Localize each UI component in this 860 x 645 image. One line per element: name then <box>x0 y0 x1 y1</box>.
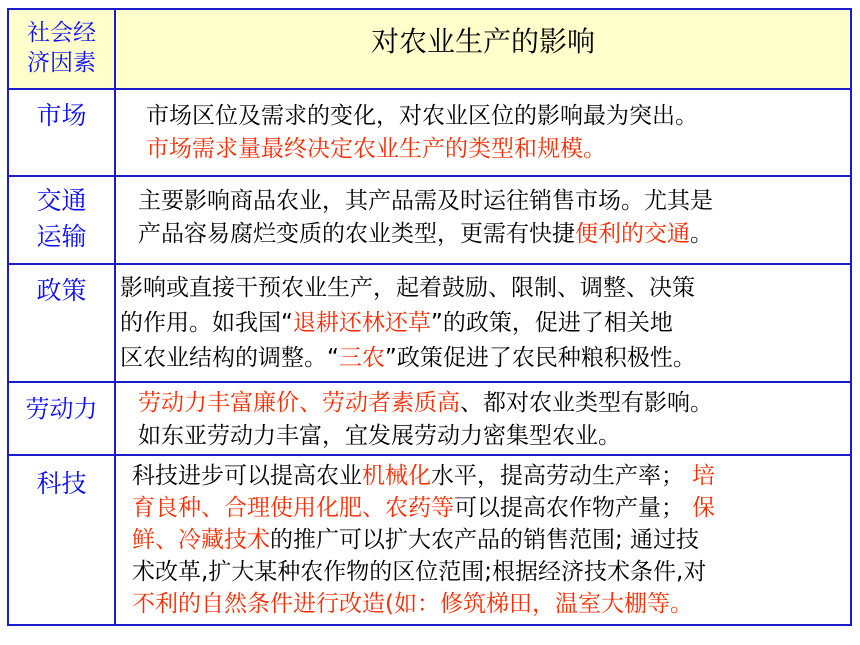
transport-line2 <box>138 218 850 251</box>
row-label-labor <box>9 383 116 454</box>
labor-line1 <box>138 387 850 420</box>
row-content-transport <box>116 177 850 263</box>
market-line1: 市场区位及需求的变化，对农业区位的影响最为突出。 <box>146 103 698 129</box>
table-header-row <box>9 10 850 90</box>
row-label-tech-text: 科技 <box>36 469 87 498</box>
tech-line1-highlight: 机械化 <box>362 463 431 489</box>
labor-line2: 如东亚劳动力丰富，宜发展劳动力密集型农业。 <box>138 423 621 449</box>
tech-line2-highlight: 育良种、合理使用化肥、农药等 <box>132 495 454 521</box>
header-label-line2: 济因素 <box>27 50 96 76</box>
header-label-line1: 社会经 <box>27 20 96 46</box>
transport-line2-c: 。 <box>690 221 713 247</box>
transport-line2-a: 产品容易腐烂变质的农业类型，更需有快捷 <box>138 221 575 247</box>
labor-line1-highlight: 劳动力丰富廉价、劳动者素质高 <box>138 390 460 416</box>
table-row-tech <box>9 456 850 624</box>
row-content-market <box>116 90 850 175</box>
table-row-market <box>9 90 850 177</box>
column-header-impact: 对农业生产的影响 <box>370 25 595 58</box>
tech-line1-d: 培 <box>692 463 715 489</box>
tech-line3-highlight: 鲜、冷藏技术 <box>132 527 270 553</box>
transport-line2-highlight: 便利的交通 <box>575 221 690 247</box>
policy-line2-highlight: 退耕还林还草 <box>292 310 431 336</box>
row-label-transport-line1: 交通 <box>36 186 87 215</box>
tech-line3-b: 的推广可以扩大农产品的销售范围; 通过技 <box>270 527 700 553</box>
transport-line1: 主要影响商品农业，其产品需及时运往销售市场。尤其是 <box>138 188 713 214</box>
column-header-factor <box>9 10 116 88</box>
row-label-policy-text: 政策 <box>36 276 87 305</box>
tech-line1 <box>132 460 850 492</box>
row-label-tech <box>9 456 116 624</box>
row-content-policy <box>116 265 850 381</box>
row-label-transport-line2: 运输 <box>36 222 87 251</box>
policy-line3-a: 区农业结构的调整。“ <box>120 345 339 371</box>
policy-line3 <box>120 341 850 376</box>
tech-line1-a: 科技进步可以提高农业 <box>132 463 362 489</box>
tech-line2 <box>132 492 850 524</box>
policy-line3-c: ”政策促进了农民种粮积极性。 <box>384 345 696 371</box>
row-label-policy <box>9 265 116 381</box>
table-row-policy <box>9 265 850 383</box>
policy-line2 <box>120 306 850 341</box>
labor-line1-b: 、都对农业类型有影响。 <box>460 390 713 416</box>
tech-line4: 术改革,扩大某种农作物的区位范围;根据经济技术条件,对 <box>132 559 707 585</box>
table-row-labor <box>9 383 850 456</box>
row-label-labor-text: 劳动力 <box>25 395 98 423</box>
policy-line1: 影响或直接干预农业生产，起着鼓励、限制、调整、决策 <box>120 275 695 301</box>
tech-line3 <box>132 524 850 556</box>
tech-line1-c: 水平，提高劳动生产率； <box>431 463 684 489</box>
policy-line2-a: 的作用。如我国“ <box>120 310 293 336</box>
table-row-transport <box>9 177 850 265</box>
row-label-transport <box>9 177 116 263</box>
tech-line2-c: 保 <box>692 495 715 521</box>
policy-line2-c: ”的政策，促进了相关地 <box>430 310 673 336</box>
row-content-tech <box>116 456 850 624</box>
row-content-labor <box>116 383 850 454</box>
factor-table <box>7 8 852 626</box>
tech-line5: 不利的自然条件进行改造(如：修筑梯田，温室大棚等。 <box>132 591 693 617</box>
tech-line2-b: 可以提高农作物产量； <box>454 495 684 521</box>
row-label-market-text: 市场 <box>36 101 87 130</box>
row-label-market <box>9 90 116 175</box>
policy-line3-highlight: 三农 <box>338 345 385 371</box>
market-line2: 市场需求量最终决定农业生产的类型和规模。 <box>146 136 606 162</box>
